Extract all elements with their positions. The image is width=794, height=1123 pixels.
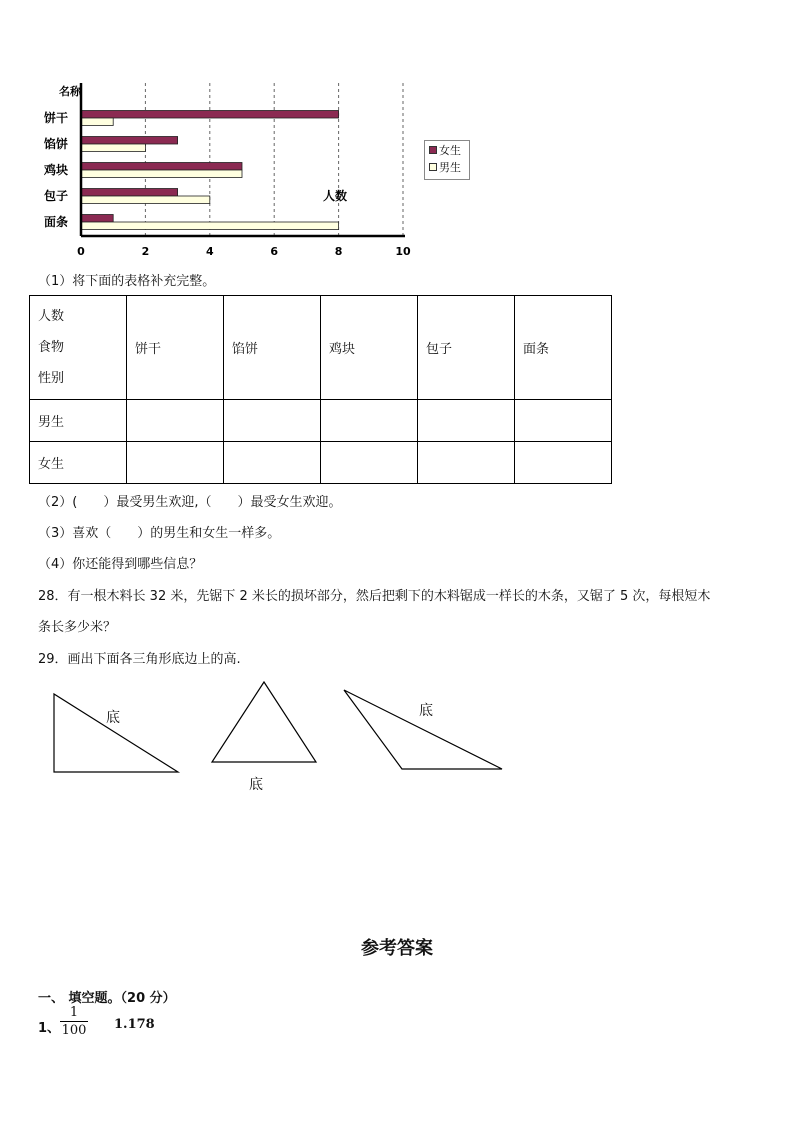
x-axis-title: 人数: [323, 189, 348, 203]
bar-girls: [81, 189, 178, 197]
base-label-triangle-2: 底: [249, 777, 263, 793]
table-cell[interactable]: [515, 442, 612, 484]
x-tick-label: 0: [77, 245, 85, 258]
x-tick-label: 10: [395, 245, 411, 258]
question-1: （1）将下面的表格补充完整。: [38, 274, 216, 289]
category-label: 馅饼: [44, 137, 69, 151]
table-cell[interactable]: [418, 442, 515, 484]
chart-axes: [81, 83, 405, 236]
bar-girls: [81, 215, 113, 223]
chart-tick-labels: [77, 245, 411, 258]
legend-item-girls: [425, 141, 469, 158]
table-cell[interactable]: [515, 400, 612, 442]
table-cell[interactable]: [224, 400, 321, 442]
base-label-triangle-1: 底: [106, 710, 120, 726]
chart-category-labels: [43, 110, 68, 229]
legend-label-girls: 女生: [439, 143, 461, 157]
legend-item-boys: [425, 158, 469, 175]
corner-label-count: 人数: [38, 309, 65, 324]
column-header: 馅饼: [224, 296, 321, 400]
answer-1-prefix: 1、: [38, 1021, 61, 1036]
question-28-line-2: 条长多少米？: [38, 620, 117, 635]
table-row: [30, 400, 612, 442]
legend-swatch-boys: [429, 163, 437, 171]
bar-boys: [81, 118, 113, 126]
table-cell[interactable]: [418, 400, 515, 442]
acute-triangle: [212, 682, 316, 762]
bar-boys: [81, 196, 210, 204]
bar-girls: [81, 163, 242, 171]
legend-label-boys: 男生: [439, 160, 461, 174]
corner-label-gender: 性别: [38, 371, 65, 386]
chart-gridlines: [145, 83, 403, 236]
table-corner-cell: [30, 296, 127, 400]
answer-1-fraction: [60, 1005, 88, 1038]
section-one-heading: 一、 填空题。（20 分）: [38, 991, 176, 1006]
table-header-row: [30, 296, 612, 400]
legend-swatch-girls: [429, 146, 437, 154]
column-header: 鸡块: [321, 296, 418, 400]
table-cell[interactable]: [321, 442, 418, 484]
x-tick-label: 2: [141, 245, 150, 258]
fraction-denominator: 100: [61, 1023, 87, 1038]
chart-legend: [424, 140, 470, 180]
right-triangle: [54, 694, 178, 772]
category-label: 鸡块: [44, 163, 69, 177]
question-3: （3）喜欢（ ）的男生和女生一样多。: [38, 526, 281, 541]
bar-boys: [81, 144, 145, 152]
fill-table: [29, 295, 612, 484]
base-label-triangle-3: 底: [419, 703, 433, 719]
bar-chart: [30, 78, 480, 263]
question-4: （4）你还能得到哪些信息？: [38, 557, 203, 572]
x-tick-label: 4: [205, 245, 214, 258]
category-label: 面条: [44, 215, 69, 229]
corner-label-food: 食物: [38, 340, 65, 355]
table-cell[interactable]: [127, 400, 224, 442]
triangles-figure: [40, 678, 520, 798]
column-header: 包子: [418, 296, 515, 400]
question-29: 29．画出下面各三角形底边上的高.: [38, 652, 241, 667]
row-header: 女生: [30, 442, 127, 484]
bar-girls: [81, 137, 178, 145]
fraction-bar: [60, 1021, 88, 1022]
answer-1-value: 1.178: [114, 1017, 155, 1032]
table-cell[interactable]: [224, 442, 321, 484]
question-28-line-1: 28．有一根木料长 32 米，先锯下 2 米长的损坏部分，然后把剩下的木料锯成一样长的木条，又锯了 5 次，每根短木: [38, 589, 711, 604]
answer-title: 参考答案: [361, 938, 433, 959]
table-cell[interactable]: [321, 400, 418, 442]
y-axis-title: 名称: [59, 85, 81, 98]
column-header: 饼干: [127, 296, 224, 400]
x-tick-label: 6: [270, 245, 279, 258]
category-label: 饼干: [44, 111, 69, 125]
x-tick-label: 8: [334, 245, 343, 258]
question-2: （2）( ）最受男生欢迎,（ ）最受女生欢迎。: [38, 495, 342, 510]
fraction-numerator: 1: [69, 1005, 79, 1020]
bar-boys: [81, 170, 242, 178]
bar-girls: [81, 111, 339, 119]
table-row: [30, 442, 612, 484]
bar-boys: [81, 222, 339, 230]
category-label: 包子: [44, 189, 69, 203]
row-header: 男生: [30, 400, 127, 442]
table-cell[interactable]: [127, 442, 224, 484]
column-header: 面条: [515, 296, 612, 400]
